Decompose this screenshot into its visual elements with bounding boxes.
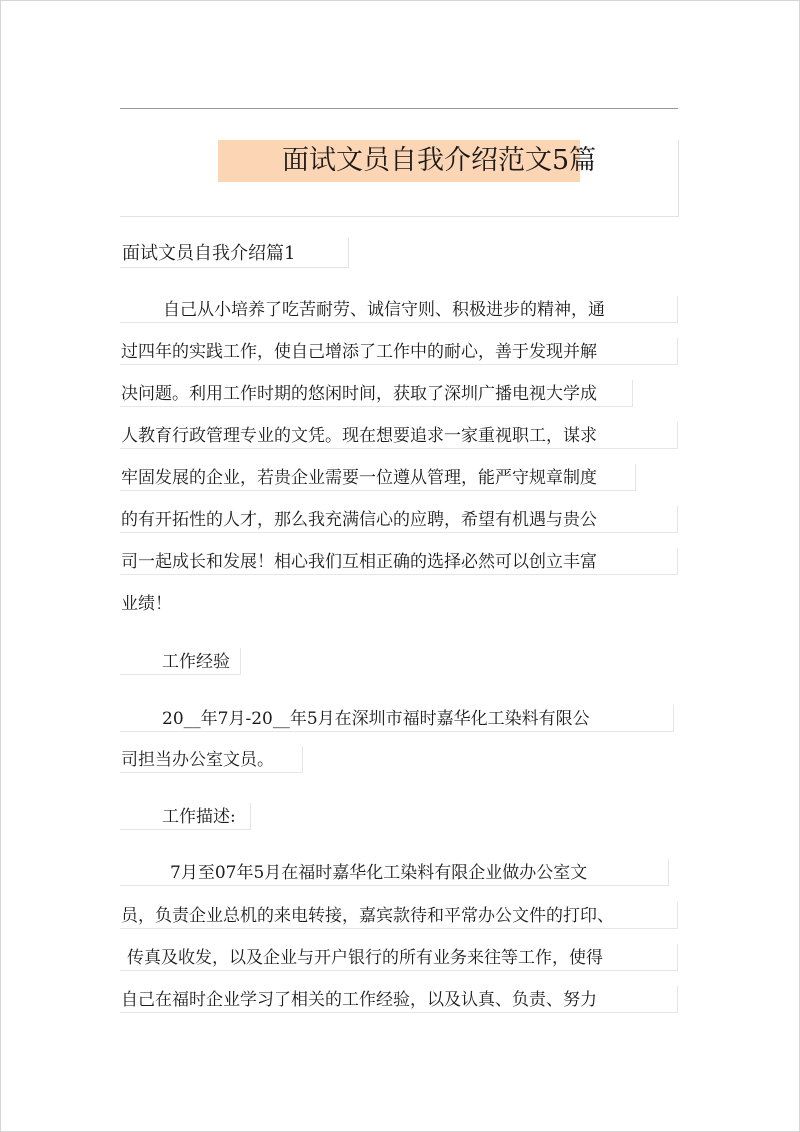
work-description-label: 工作描述: — [162, 807, 236, 827]
work-description-line: 自己在福时企业学习了相关的工作经验，以及认真、负责、努力 — [121, 990, 597, 1010]
work-experience-line: 司担当办公室文员。 — [121, 750, 274, 770]
paragraph1-line: 牢固发展的企业，若贵企业需要一位遵从管理，能严守规章制度 — [121, 468, 597, 488]
paragraph1-line: 业绩！ — [121, 594, 172, 614]
paragraph1-line: 的有开拓性的人才，那么我充满信心的应聘，希望有机遇与贵公 — [121, 510, 597, 530]
work-experience-line: 20__年7月-20__年5月在深圳市福时嘉华化工染料有限公 — [162, 709, 590, 729]
paragraph1-line: 司一起成长和发展！相心我们互相正确的选择必然可以创立丰富 — [121, 552, 597, 572]
work-description-line: 员，负责企业总机的来电转接，嘉宾款待和平常办公文件的打印、 — [121, 906, 614, 926]
paragraph1-line: 决问题。利用工作时期的悠闲时间，获取了深圳广播电视大学成 — [121, 384, 597, 404]
paragraph1-line: 自己从小培养了吃苦耐劳、诚信守则、积极进步的精神，通 — [163, 300, 605, 320]
section-heading: 面试文员自我介绍篇1 — [122, 243, 296, 264]
document-title: 面试文员自我介绍范文5篇 — [282, 145, 597, 176]
paragraph1-line: 人教育行政管理专业的文凭。现在想要追求一家重视职工，谋求 — [121, 426, 597, 446]
work-description-line: 7月至07年5月在福时嘉华化工染料有限企业做办公室文 — [170, 863, 588, 883]
work-experience-label: 工作经验 — [162, 652, 230, 672]
paragraph1-line: 过四年的实践工作，使自己增添了工作中的耐心，善于发现并解 — [121, 342, 597, 362]
work-description-line: 传真及收发，以及企业与开户银行的所有业务来往等工作，使得 — [127, 948, 603, 968]
header-rule — [120, 108, 678, 109]
